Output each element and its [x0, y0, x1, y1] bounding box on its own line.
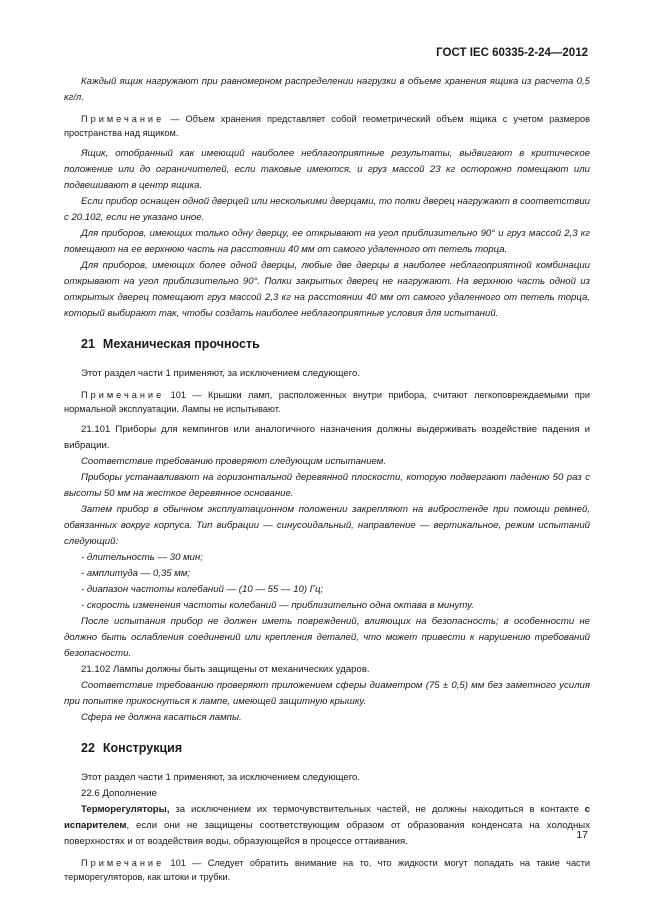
- text-run: за исключением их термочувствительных частей, не должны находиться в контакте: [169, 804, 585, 815]
- paragraph-multiple-doors: Для приборов, имеющих более одной дверцы, любые две дверцы в наиболее неблагоприятной комбинации открывают на угол приблизительно 90°. Полки закрытых дверец не нагружают. На верхнюю часть одной из открытых дверец помещают груз массой 2,3 кг на расстоянии 40 мм от самого удаленного от петель торца, который выбирают так, чтобы создать наиболее неблагоприятные условия для испытаний.: [64, 260, 590, 319]
- note-storage-volume: [64, 112, 590, 140]
- text-run: , если они не защищены соответствующим образом от образования конденсата на холодных поверхностях и от воздействия воды, образующейся в процессе оттаивания.: [64, 820, 590, 847]
- page-number: 17: [576, 829, 588, 841]
- paragraph-single-door: Для приборов, имеющих только одну дверцу, ее открывают на угол приблизительно 90° и груз массой 2,3 кг помещают на ее верхнюю часть на расстоянии 40 мм от самого удаленного от петель торца.: [64, 228, 590, 255]
- note-label: Примечание: [81, 390, 165, 400]
- clause-21-102: 21.102 Лампы должны быть защищены от механических ударов.: [81, 664, 370, 675]
- note-text: 101 — Крышки ламп, расположенных внутри прибора, считают легкоповреждаемыми при нормальной эксплуатации. Лампы не испытывают.: [64, 390, 590, 414]
- section-number: 22: [81, 741, 95, 755]
- paragraph-door-shelves: Если прибор оснащен одной дверцей или несколькими дверцами, то полки дверец нагружают в соответствии с 20.102, если не указано иное.: [64, 196, 590, 223]
- list-item: - диапазон частоты колебаний — (10 — 55 — 10) Гц;: [81, 584, 324, 595]
- section-21-intro: Этот раздел части 1 применяют, за исключением следующего.: [81, 368, 361, 379]
- compliance-check-1: Соответствие требованию проверяют следующим испытанием.: [81, 456, 387, 467]
- bold-term: Терморегуляторы,: [81, 804, 170, 815]
- paragraph-drawer-load: Каждый ящик нагружают при равномерном распределении нагрузки в объеме хранения ящика из расчета 0,5 кг/л.: [64, 76, 590, 103]
- section-21-heading: [81, 336, 590, 352]
- vibration-test: Затем прибор в обычном эксплуатационном положении закрепляют на вибростенде при помощи ремней, обвязанных вокруг корпуса. Тип вибрации — синусоидальный, направление — вертикальное, режим испытаний следующий:: [64, 504, 590, 547]
- document-header: ГОСТ IEC 60335-2-24—2012: [436, 47, 588, 59]
- clause-22-6: 22.6 Дополнение: [81, 788, 157, 799]
- sphere-requirement: Сфера не должна касаться лампы.: [81, 712, 242, 723]
- section-22-heading: [81, 740, 590, 756]
- list-item: - амплитуда — 0,35 мм;: [81, 568, 191, 579]
- note-thermostat-liquids: [64, 856, 590, 884]
- compliance-check-2: Соответствие требованию проверяют приложением сферы диаметром (75 ± 0,5) мм без заметного усилия при попытке прикоснуться к лампе, имеющей защитную крышку.: [64, 680, 590, 707]
- paragraph-drawer-critical: Ящик, отобранный как имеющий наиболее неблагоприятные результаты, выдвигают в критическое положение или до ограничителей, если таковые имеются, и груз массой 23 кг осторожно помещают или подвешивают в центр ящика.: [64, 148, 590, 191]
- note-lamp-covers: [64, 388, 590, 416]
- section-22-intro: Этот раздел части 1 применяют, за исключением следующего.: [81, 772, 361, 783]
- bold-term: с испарителем: [64, 804, 590, 831]
- note-text: — Объем хранения представляет собой геометрический объем ящика с учетом размеров пространства над ящиком.: [64, 114, 590, 138]
- thermostat-requirement: [64, 802, 590, 850]
- list-item: - длительность — 30 мин;: [81, 552, 203, 563]
- section-title: Механическая прочность: [102, 337, 260, 351]
- section-number: 21: [81, 337, 95, 351]
- note-text: 101 — Следует обратить внимание на то, что жидкости могут попадать на такие части терморегуляторов, как штоки и трубки.: [64, 858, 590, 882]
- section-title: Конструкция: [102, 741, 183, 755]
- document-body: [64, 74, 590, 890]
- note-label: Примечание: [81, 114, 165, 124]
- list-item: - скорость изменения частоты колебаний — приблизительно одна октава в минуту.: [81, 600, 474, 611]
- clause-21-101: 21.101 Приборы для кемпингов или аналогичного назначения должны выдерживать воздействие падения и вибрации.: [64, 424, 590, 451]
- drop-test: Приборы устанавливают на горизонтальной деревянной плоскости, которую подвергают падению 50 раз с высоты 50 мм на жесткое деревянное основание.: [64, 472, 590, 499]
- after-test-requirement: После испытания прибор не должен иметь повреждений, влияющих на безопасность; в особенности не должно быть ослабления соединений или крепления деталей, что может привести к нарушению требований безопасности.: [64, 616, 590, 659]
- note-label: Примечание: [81, 858, 165, 868]
